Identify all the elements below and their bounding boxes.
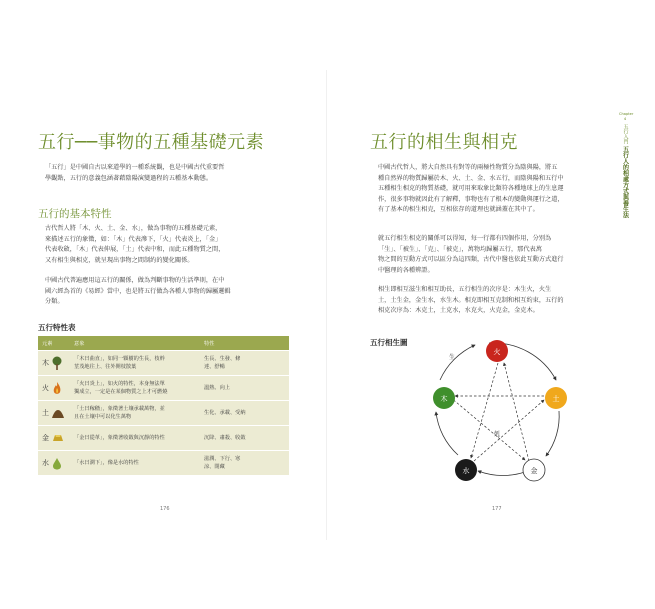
element-cell: [38, 351, 70, 376]
element-cell: [38, 376, 70, 401]
chapter-main-title: 五行人的相處方式與養生法: [621, 146, 629, 218]
table-header-cell: 意象: [70, 336, 200, 351]
text-line: 國六經為首的《易經》當中，也是將五行做為各種人事物的歸屬邏輯: [45, 287, 231, 295]
generate-arrow: [546, 411, 559, 456]
left-body-paragraph-2: [45, 276, 231, 308]
cell-text: 「火曰炎上」，如火的特性，本身無法單: [74, 380, 165, 387]
tree-icon: [52, 356, 62, 370]
five-elements-table: [38, 336, 289, 475]
text-line: 中國古代普遍應用這五行的關係，做為判斷事物的生活準則，在中: [45, 277, 225, 284]
text-line: 土，土生金，金生水，水生木。相克即相互克制和相互約束，五行的: [378, 296, 564, 304]
left-subheading: 五行的基本特性: [38, 208, 112, 220]
cell-text: 「金曰從革」，象徵著收斂與沉靜的特性: [74, 434, 165, 441]
cell-text: 「木曰曲直」，如同一顆樹的生長，枝幹: [74, 355, 165, 362]
text-line: 學觀點，五行的意義包涵著藉陰陽演變過程的五種基本動態。: [45, 174, 213, 182]
left-intro-paragraph: [45, 163, 224, 184]
text-line: 中國古代哲人，將大自然具有對等的兩極性物質分為陰與陽，將五: [378, 164, 558, 171]
traits-cell: [200, 376, 289, 401]
text-line: 來描述五行的象徵，如：「木」代表滲下，「火」代表炎上，「金」: [45, 235, 222, 243]
element-label: 木: [42, 358, 49, 367]
text-line: 古代哲人將「木、火、土、金、水」，做為事物的五種基礎元素，: [45, 225, 222, 232]
restrain-arrow: [474, 400, 544, 461]
traits-cell: [200, 451, 289, 476]
cell-text: 溫熱、向上: [204, 384, 230, 391]
text-line: 「五行」是中國自古以來道學的一種系統觀，也是中國古代重要哲: [45, 164, 225, 171]
cell-text: 獨成立，一定是在某個物質之上才可燃燒: [74, 389, 168, 395]
cell-text: 生化、承載、受納: [204, 409, 246, 416]
table-row: [38, 401, 289, 426]
traits-cell: [200, 426, 289, 451]
cell-text: 「土曰稼穡」，象徵著土壤承載萬物，並: [74, 405, 165, 412]
element-cell: [38, 426, 70, 451]
table-header-cell: 特性: [200, 336, 289, 351]
element-label: 水: [42, 458, 49, 467]
text-line: 作，很多事物就因此有了解釋，事物也有了根本的變動與運行之道，: [378, 195, 564, 203]
cell-text: 莖茂地往上、往外開枝散葉: [74, 364, 137, 370]
right-body-paragraph-1: [378, 163, 564, 216]
text-line: 相克次序為：木克土，土克水，水克火，火克金，金克木。: [378, 307, 539, 315]
table-header-cell: 元素: [38, 336, 70, 351]
cell-text: 達、舒暢: [204, 364, 225, 370]
meaning-cell: [70, 376, 200, 401]
text-line: 代表收斂，「木」代表伸展，「土」代表中和，而此五種物質之間，: [45, 246, 225, 254]
text-line: 種自然界的物質歸屬於木、火、土、金、水五行，而陰與陽和五行中: [378, 174, 564, 182]
cell-text: 涼、閉藏: [204, 464, 225, 470]
left-body-paragraph-1: [45, 224, 224, 266]
five-elements-cycle-diagram: [370, 330, 600, 500]
generate-label: 生: [449, 354, 456, 361]
right-body-paragraph-3: [378, 285, 564, 317]
text-line: 又有相生與相克，就呈現出事物之間制約的變化關係。: [45, 256, 194, 264]
page-gutter: [326, 70, 327, 540]
meaning-cell: [70, 451, 200, 476]
text-line: 中醫理的各種辨證。: [378, 266, 434, 274]
cell-text: 滋潤、下行、寒: [204, 455, 241, 462]
right-page-title: 五行的相生與相克: [370, 132, 518, 153]
text-line: 相生即相互滋生和相互助長，五行相生的次序是：木生火，火生: [378, 286, 552, 293]
cell-text: 且在土壤中可以化生萬物: [74, 414, 132, 420]
text-line: 物之間的互動方式可以區分為這四類，古代中醫也依此互動方式進行: [378, 256, 564, 264]
gold-icon: [52, 433, 64, 442]
cell-text: 「水曰潤下」，像是水的特性: [74, 459, 139, 466]
cell-text: 沉降、肅殺、收斂: [204, 434, 246, 441]
table-row: [38, 351, 289, 376]
right-body-paragraph-2: [378, 234, 564, 276]
generate-arrow: [436, 412, 458, 455]
text-line: 五種相生相克的物質基礎，就可用來取象比類符各種地球上的生息運: [378, 185, 564, 193]
table-row: [38, 426, 289, 451]
chapter-label: Chapter 4: [619, 112, 634, 121]
text-line: 分類。: [45, 298, 64, 306]
traits-cell: [200, 351, 289, 376]
traits-cell: [200, 401, 289, 426]
diagram-title: 五行相生圖: [370, 338, 408, 347]
water-icon: [52, 457, 62, 470]
water-label: 水: [462, 467, 470, 475]
cell-text: 生長、生發、條: [204, 355, 241, 362]
flame-icon: [52, 381, 62, 395]
chapter-side-tab: [619, 112, 634, 218]
table-row: [38, 376, 289, 401]
restrain-arrow: [471, 363, 501, 458]
right-page-number: 177: [492, 506, 502, 512]
text-line: 就五行相生相克的關係可以得知，每一行都有四個作用，分別為: [378, 235, 552, 242]
soil-icon: [52, 408, 64, 418]
meaning-cell: [70, 426, 200, 451]
chapter-subtitle: 五行入門: [622, 124, 629, 144]
generate-arrow: [478, 471, 525, 475]
element-cell: [38, 401, 70, 426]
generate-arrow: [440, 345, 475, 380]
element-label: 土: [42, 408, 49, 417]
restrain-arrow: [450, 397, 525, 460]
text-line: 「生」、「被生」、「克」、「被克」，萬物均歸屬五行，那代表萬: [378, 245, 542, 253]
earth-label: 土: [552, 395, 560, 403]
restrain-arrow: [504, 363, 529, 461]
metal-label: 金: [530, 467, 538, 475]
element-label: 火: [42, 383, 49, 392]
wood-label: 木: [440, 395, 448, 403]
element-cell: [38, 451, 70, 476]
left-page-number: 176: [160, 506, 170, 512]
element-label: 金: [42, 433, 49, 442]
table-header-row: [38, 336, 289, 351]
meaning-cell: [70, 401, 200, 426]
meaning-cell: [70, 351, 200, 376]
fire-label: 火: [493, 348, 501, 356]
table-title: 五行特性表: [38, 323, 76, 332]
table-row: [38, 451, 289, 476]
restrain-label: 剋: [494, 431, 501, 438]
text-line: 有了基本的相生相克，互相依存的道理也就涵蓋在其中了。: [378, 206, 539, 214]
left-page-title: 五行──事物的五種基礎元素: [38, 132, 265, 153]
